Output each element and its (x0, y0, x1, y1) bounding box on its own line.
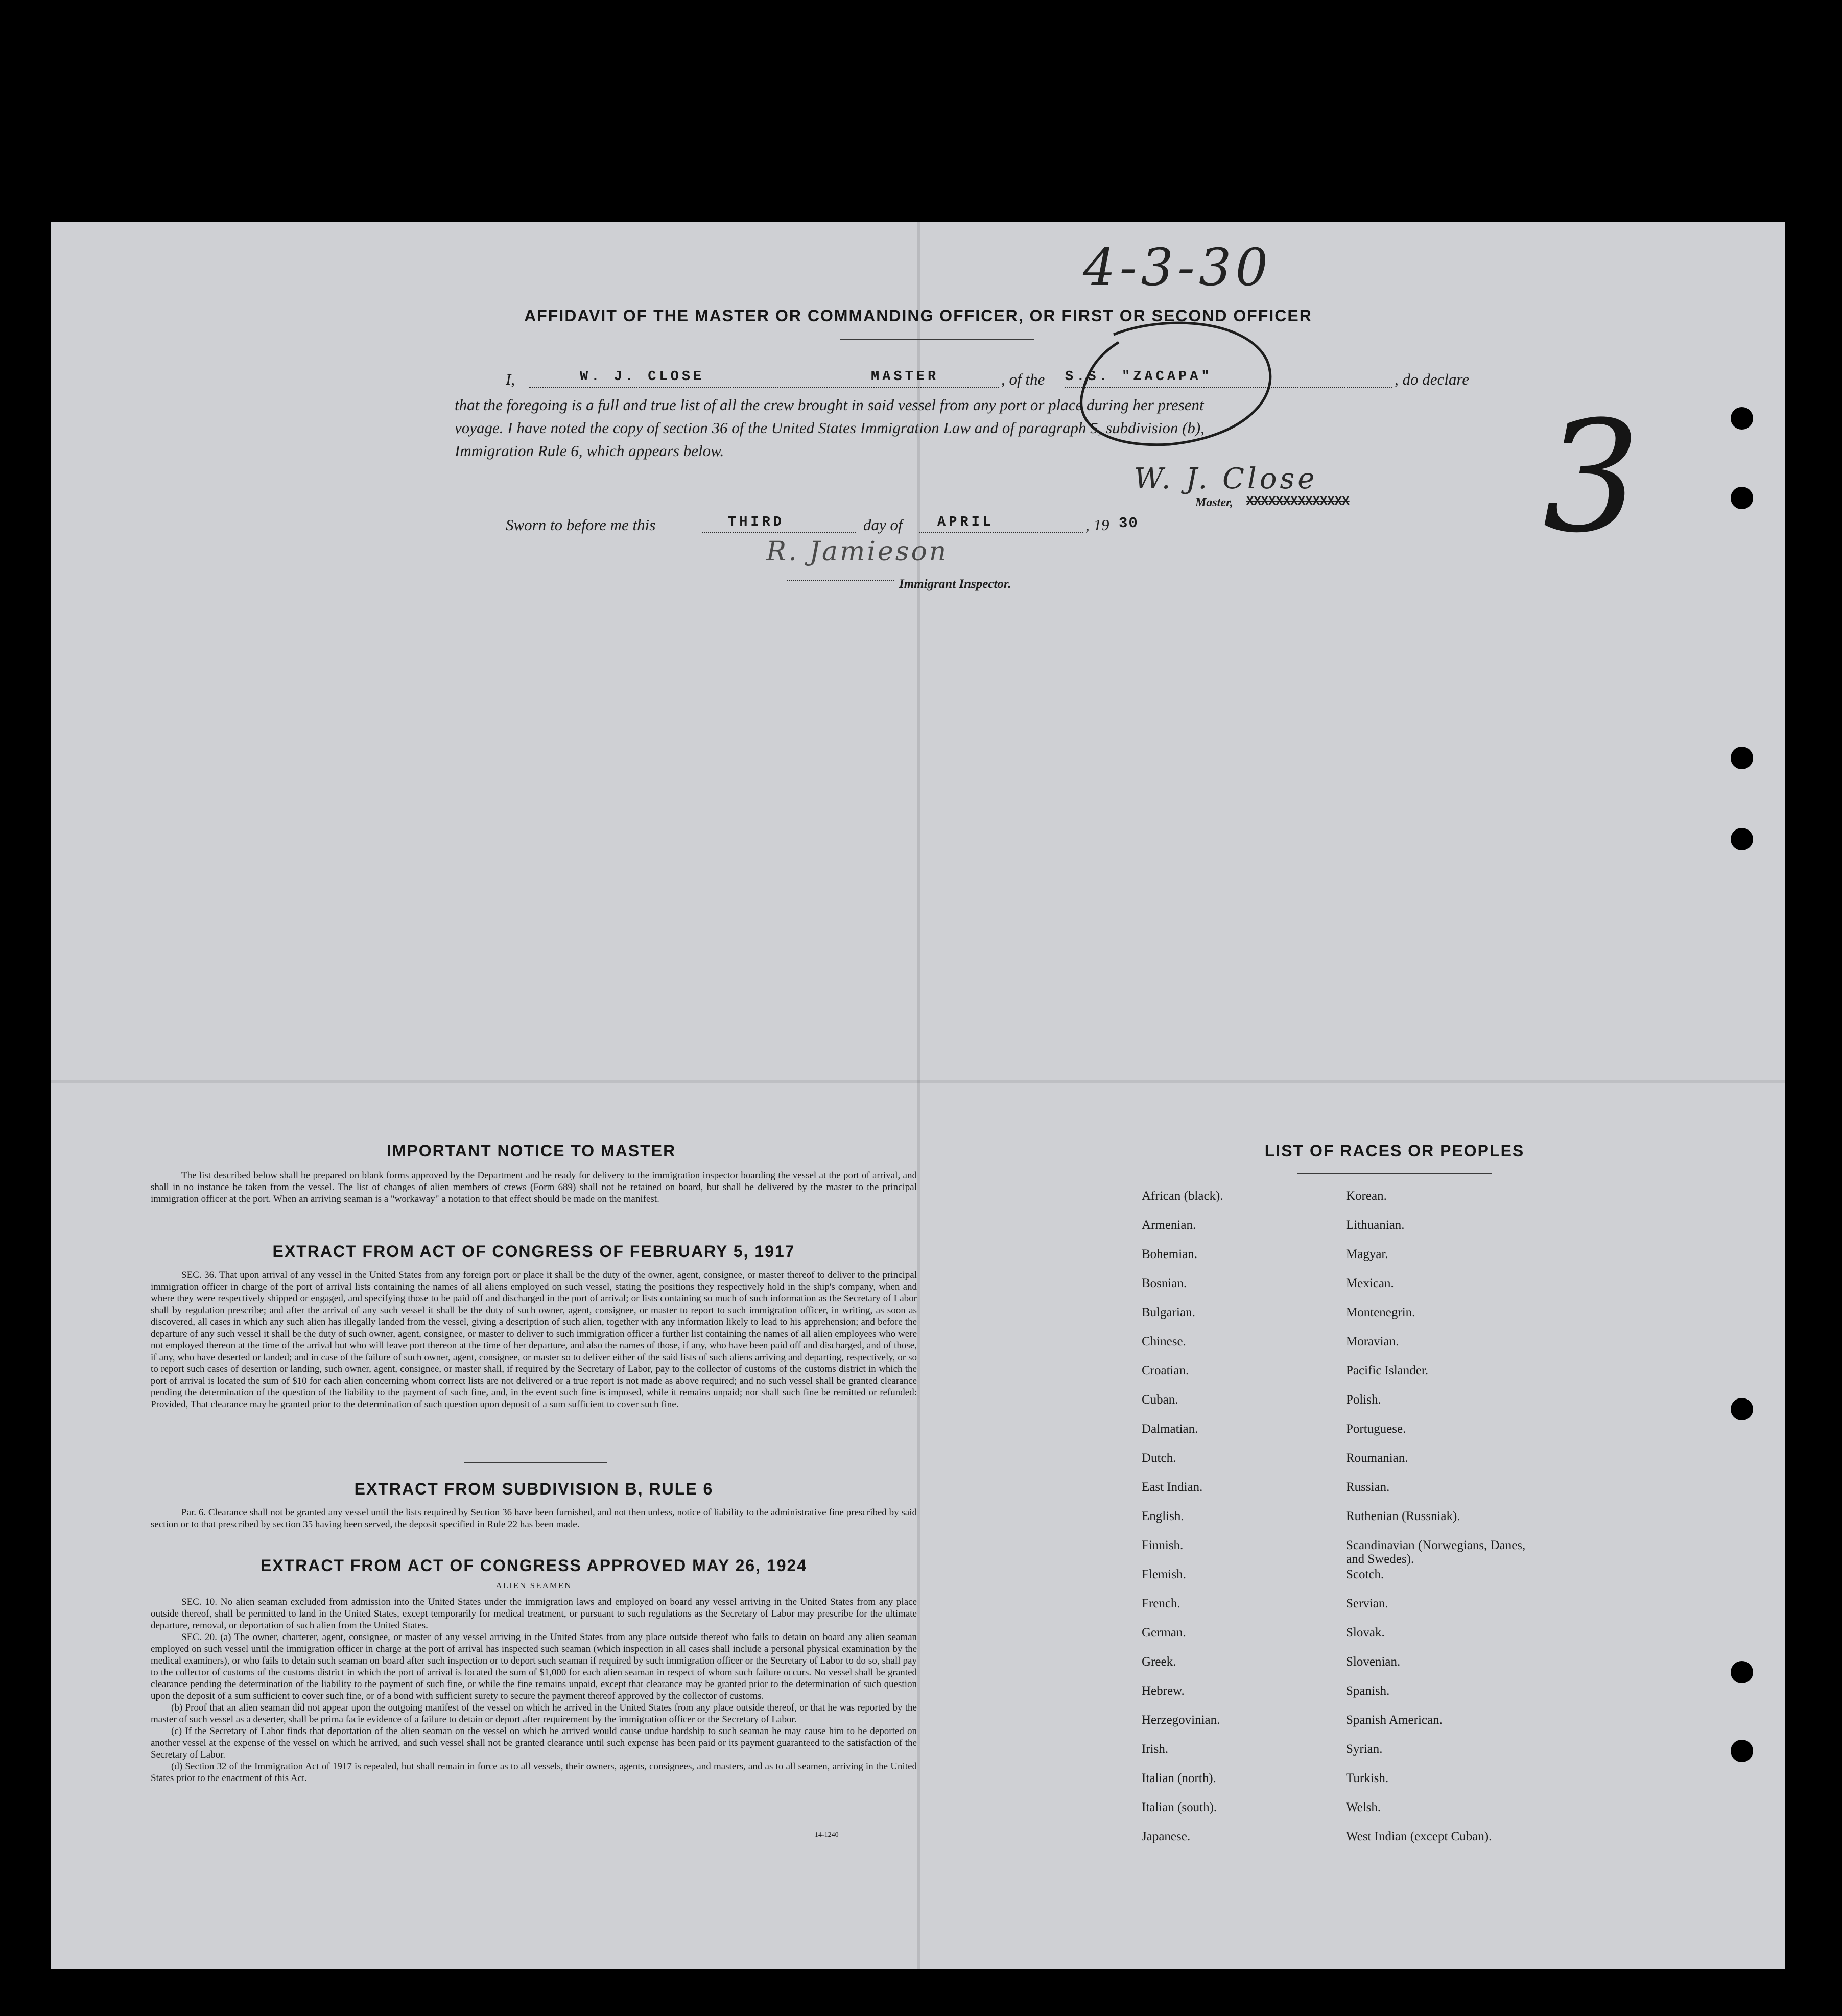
section-20d-text: (d) Section 32 of the Immigration Act of 1917 is repealed, but shall remain in force as to all vessels, their owners, agents, consignees, and masters, and as to all seamen, arriving in the United States prior to the enactment of this Act. (151, 1761, 917, 1784)
race-item: Finnish. (1142, 1538, 1184, 1552)
race-item: French. (1142, 1597, 1180, 1610)
alien-seamen-subtitle: ALIEN SEAMEN (495, 1581, 572, 1591)
race-item: Scotch. (1346, 1568, 1384, 1581)
section-20c-text: (c) If the Secretary of Labor finds that deportation of the alien seaman on the vessel on which he arrived would cause undue hardship to such seaman he may cause him to be deported on another vessel at the expense of the vessel on which he arrived, and such vessel shall not be granted clearance until such expense has been paid or its payment guaranteed to the satisfaction of the Secretary of Labor. (151, 1726, 917, 1760)
race-item: Spanish. (1346, 1684, 1390, 1698)
race-item: Spanish American. (1346, 1713, 1443, 1727)
inspector-label: Immigrant Inspector. (899, 577, 1011, 591)
title-rule (840, 339, 1034, 340)
master-name: W. J. CLOSE (580, 369, 705, 385)
race-item: Hebrew. (1142, 1684, 1185, 1698)
races-left-column (1142, 1189, 1331, 1859)
race-item: Turkish. (1346, 1771, 1389, 1785)
handwritten-date: 4-3-30 (1083, 238, 1272, 297)
race-item: Montenegrin. (1346, 1306, 1415, 1319)
race-item: Ruthenian (Russniak). (1346, 1509, 1460, 1523)
race-item: Dalmatian. (1142, 1422, 1198, 1436)
form-number: 14-1240 (815, 1831, 839, 1839)
races-right-column (1346, 1189, 1571, 1859)
document-page (51, 222, 1785, 1969)
races-title: LIST OF RACES OR PEOPLES (1264, 1142, 1525, 1160)
extract-1924-body (151, 1596, 917, 1784)
race-item: Armenian. (1142, 1218, 1196, 1232)
inspector-blank (787, 575, 894, 581)
race-item: Chinese. (1142, 1335, 1186, 1348)
punch-hole (1731, 747, 1753, 769)
race-item: Japanese. (1142, 1830, 1191, 1843)
section-20a-text: SEC. 20. (a) The owner, charterer, agent, consignee, or master of any vessel arriving in the United States from any place outside thereof who fails to detain on board any alien seaman employed on such vessel until the immigration officer in charge at the port of arrival has inspected such seaman (which inspection in all cases shall include a personal physical examination by the medical examiners), or who fails to detain such seaman on board after such inspection or to deport such seaman if required by such immigration officer or the Secretary of Labor to do so, shall pay to the collector of customs of the customs district in which the port of arrival is located the sum of $1,000 for each alien seaman in respect of whom such failure occurs. No vessel shall be granted clearance pending the determination of the liability to the payment of such fine, or while the fine remains unpaid, except that clearance may be granted prior to the determination of such question upon the deposit of a sum sufficient to cover such fine, or of a bond with sufficient surety to secure the payment thereof approved by the collector of customs. (151, 1632, 917, 1701)
race-item: Welsh. (1346, 1800, 1381, 1814)
horizontal-fold (51, 1080, 1785, 1083)
subdivision-b-body: Par. 6. Clearance shall not be granted any vessel until the lists required by Section 36 have been furnished, and not then unless, notice of liability to the administrative fine prescribed by said section or to that prescribed by section 35 having been served, the deposit specified in Rule 22 has been made. (151, 1507, 917, 1530)
year-prefix: , 19 (1085, 516, 1109, 534)
section-10-text: SEC. 10. No alien seaman excluded from admission into the United States under the immigration laws and employed on board any vessel arriving in the United States from any place outside thereof, shall be permitted to land in the United States, except temporarily for medical treatment, or pursuant to such regulations as the Secretary of Labor may prescribe for the ultimate departure, removal, or deportation of such alien from the United States. (151, 1597, 917, 1631)
of-the-label: , of the (1001, 370, 1045, 388)
extract-1924-title: EXTRACT FROM ACT OF CONGRESS APPROVED MAY 26, 1924 (260, 1556, 808, 1575)
races-title-rule (1297, 1173, 1492, 1174)
race-item: African (black). (1142, 1189, 1223, 1203)
race-item: Bosnian. (1142, 1276, 1187, 1290)
race-item: Syrian. (1346, 1742, 1383, 1756)
race-item: Bulgarian. (1142, 1306, 1195, 1319)
section-rule-1 (464, 1462, 607, 1463)
sworn-month: APRIL (937, 515, 995, 530)
punch-hole (1731, 828, 1753, 850)
section-20b-text: (b) Proof that an alien seaman did not appear upon the outgoing manifest of the vessel on which he arrived in the United States from any place outside thereof, or that he was reported by the master of such vessel as a deserter, shall be prima facie evidence of a failure to detain or deport after requirement by the immigration officer or the Secretary of Labor. (151, 1702, 917, 1725)
subdivision-b-title: EXTRACT FROM SUBDIVISION B, RULE 6 (354, 1480, 714, 1498)
affidavit-line-2: that the foregoing is a full and true list of all the crew brought in said vessel from any port or place during her present (455, 396, 1204, 414)
affidavit-i-label: I, (506, 370, 515, 388)
year-suffix: 30 (1119, 515, 1139, 532)
day-of-label: day of (863, 516, 903, 534)
punch-hole (1731, 1661, 1753, 1683)
race-item: Polish. (1346, 1393, 1381, 1407)
margin-mark: 3 (1543, 388, 1640, 566)
struck-officer-label: XXXXXXXXXXXXXX (1246, 495, 1350, 509)
race-item: Irish. (1142, 1742, 1169, 1756)
affidavit-line-4: Immigration Rule 6, which appears below. (455, 442, 724, 460)
race-item: Italian (south). (1142, 1800, 1217, 1814)
punch-hole (1731, 1740, 1753, 1762)
punch-hole (1731, 487, 1753, 509)
race-item: Croatian. (1142, 1364, 1189, 1378)
race-item: Roumanian. (1346, 1451, 1408, 1465)
race-item: Russian. (1346, 1480, 1390, 1494)
master-rank: MASTER (871, 369, 939, 385)
race-item: Magyar. (1346, 1247, 1388, 1261)
race-item: Moravian. (1346, 1335, 1399, 1348)
sworn-label: Sworn to before me this (506, 516, 656, 534)
race-item: English. (1142, 1509, 1184, 1523)
punch-hole (1731, 1398, 1753, 1420)
race-item: Lithuanian. (1346, 1218, 1405, 1232)
notice-body: The list described below shall be prepared on blank forms approved by the Department and be ready for delivery to the immigration inspector boarding the vessel at the port of arrival, and shall in no instance be taken from the vessel. The list of changes of alien members of crews (Form 689) shall not be retained on board, but shall be delivered by the master to the principal immigration officer at the port. When an arriving seaman is a "workaway" a notation to that effect should be made on the manifest. (151, 1170, 917, 1204)
race-item: Servian. (1346, 1597, 1388, 1610)
notice-title: IMPORTANT NOTICE TO MASTER (386, 1142, 676, 1160)
race-item: Portuguese. (1346, 1422, 1406, 1436)
vessel-name: S.S. "ZACAPA" (1065, 369, 1213, 385)
affidavit-line-3: voyage. I have noted the copy of section 36 of the United States Immigration Law and of paragraph 5, subdivision (b), (455, 419, 1205, 437)
race-item: Italian (north). (1142, 1771, 1216, 1785)
extract-1917-title: EXTRACT FROM ACT OF CONGRESS OF FEBRUARY 5, 1917 (272, 1242, 795, 1261)
race-item: East Indian. (1142, 1480, 1203, 1494)
race-item: Dutch. (1142, 1451, 1176, 1465)
master-signature: W. J. Close (1134, 462, 1318, 495)
race-item: Scandinavian (Norwegians, Danes, and Swedes). (1346, 1538, 1526, 1566)
race-item: German. (1142, 1626, 1186, 1640)
inspector-signature: R. Jamieson (766, 536, 949, 567)
affidavit-title: AFFIDAVIT OF THE MASTER OR COMMANDING OFFICER, OR FIRST OR SECOND OFFICER (524, 306, 1312, 325)
race-item: Greek. (1142, 1655, 1176, 1669)
extract-1917-body: SEC. 36. That upon arrival of any vessel in the United States from any foreign port or place it shall be the duty of the owner, agent, consignee, or master thereof to deliver to the principal immigration officer in charge of the port of arrival lists containing the names of all aliens employed on such vessel, stating the positions they respectively hold in the ship's company, when and where they were respectively shipped or engaged, and specifying those to be paid off and discharged in the port of arrival; or lists containing so much of such information as the Secretary of Labor shall by regulation prescribe; and after the arrival of any such vessel it shall be the duty of such owner, agent, consignee, or master to report to such immigration officer, in writing, as soon as discovered, all cases in which any such alien has illegally landed from the vessel, giving a description of such alien, together with any information likely to lead to his apprehension; and before the departure of any such vessel it shall be the duty of such owner, agent, consignee, or master to deliver to such immigration officer a further list containing the names of all alien employees who were not employed thereon at the time of the arrival but who will leave port thereon at the time of her departure, and also the names of those, if any, who have been paid off and discharged, and of those, if any, who have deserted or landed; and in case of the failure of such owner, agent, consignee, or master so to deliver either of the said lists of such aliens arriving and departing, respectively, or so to report such cases of desertion or landing, such owner, agent, consignee, or master shall, if required by the Secretary of Labor, pay to the collector of customs of the customs district in which the port of arrival is located the sum of $10 for each alien concerning whom correct lists are not delivered or a true report is not made as above required; and no such vessel shall be granted clearance pending the determination of the question of the liability to the payment of such fine, and, in the event such fine is imposed, while it remains unpaid; nor shall such fine be remitted or refunded: Provided, That clearance may be granted prior to the determination of such question upon deposit of a sum sufficient to cover such fine. (151, 1270, 917, 1410)
race-item: Flemish. (1142, 1568, 1186, 1581)
sworn-day: THIRD (728, 515, 785, 530)
do-declare-label: , do declare (1395, 370, 1470, 388)
race-item: Bohemian. (1142, 1247, 1198, 1261)
race-item: Cuban. (1142, 1393, 1178, 1407)
vertical-fold (917, 222, 920, 1969)
race-item: Slovak. (1346, 1626, 1385, 1640)
race-item: Pacific Islander. (1346, 1364, 1429, 1378)
race-item: Herzegovinian. (1142, 1713, 1220, 1727)
race-item: Mexican. (1346, 1276, 1394, 1290)
race-item: Slovenian. (1346, 1655, 1401, 1669)
master-label: Master, (1195, 496, 1234, 509)
race-item: West Indian (except Cuban). (1346, 1830, 1492, 1843)
punch-hole (1731, 407, 1753, 430)
race-item: Korean. (1346, 1189, 1387, 1203)
